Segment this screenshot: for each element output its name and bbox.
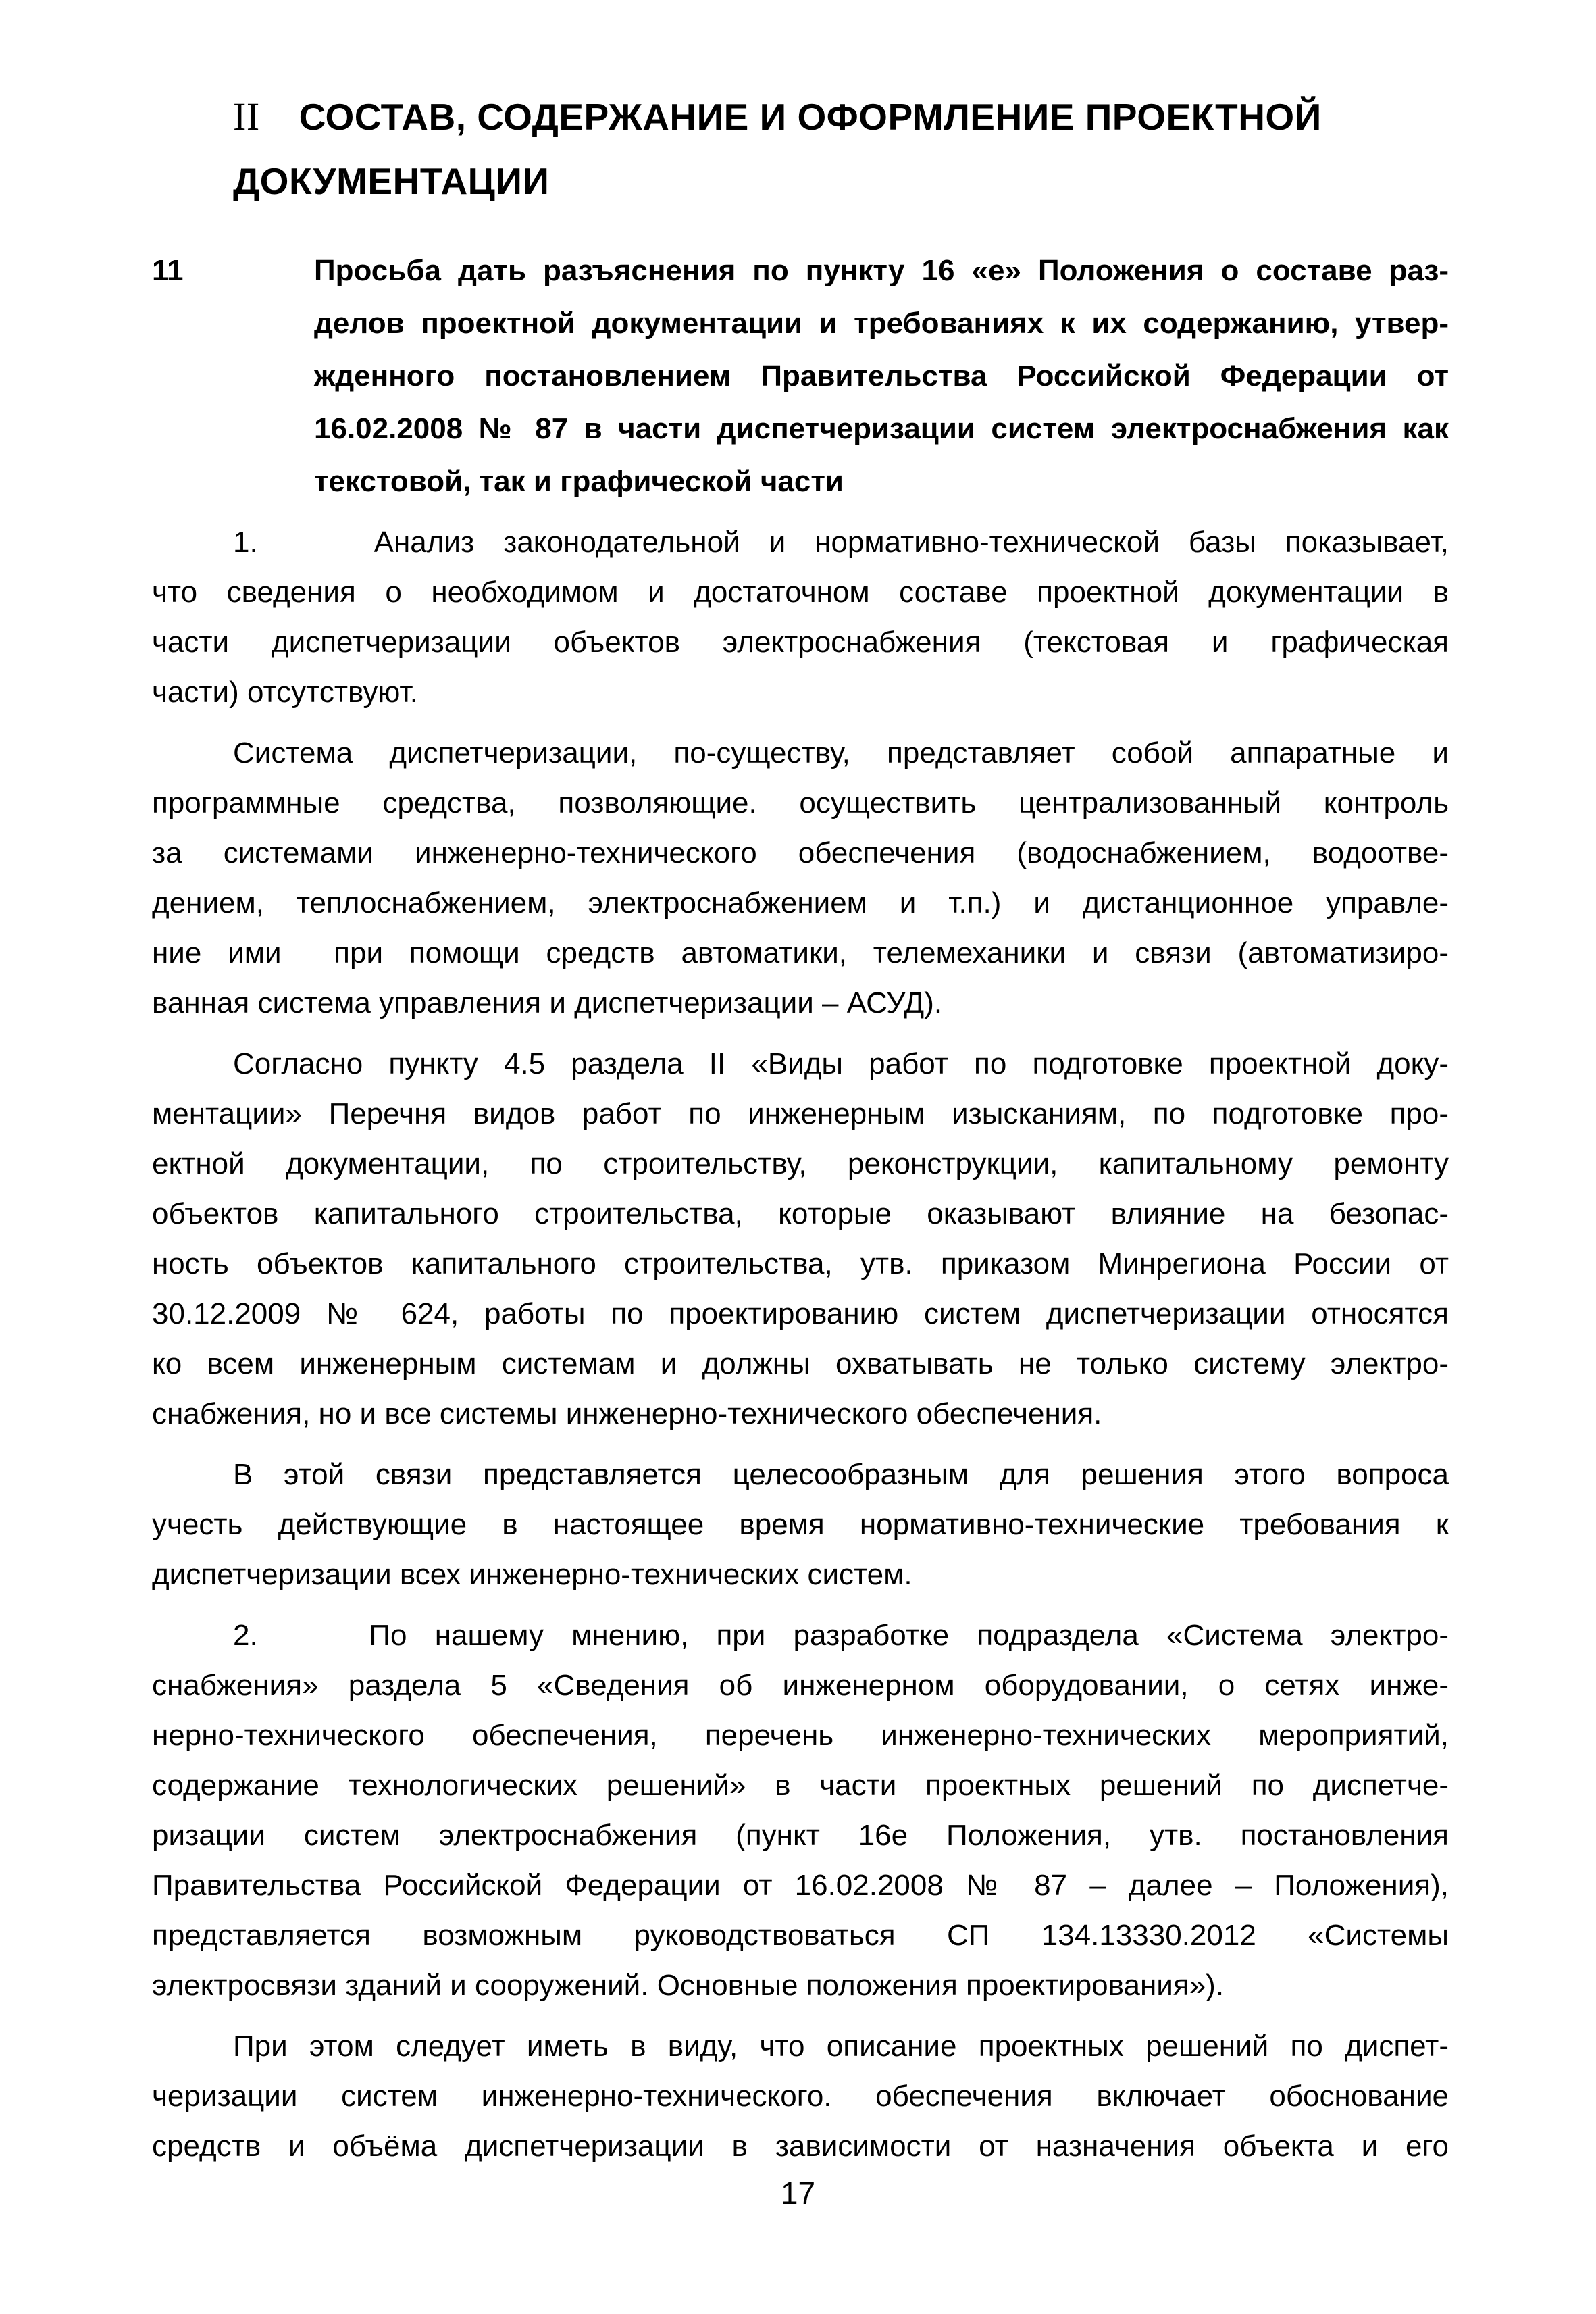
text-line: В этой связи представляется целесообразным для решения этого вопроса [233,1458,1449,1491]
text-line: части) отсутствуют. [152,676,418,709]
section-title-text: СОСТАВ, СОДЕРЖАНИЕ И ОФОРМЛЕНИЕ ПРОЕКТНОЙ [299,96,1322,138]
text-line: что сведения о необходимом и достаточном составе проектной документации в [152,576,1449,609]
text-line: диспетчеризации всех инженерно-технических систем. [152,1558,912,1591]
text-line: 1. Анализ законодательной и нормативно-технической базы показывает, [233,526,1449,559]
text-line: дением, теплоснабжением, электроснабжением и т.п.) и дистанционное управле- [152,886,1449,920]
text-line: ектной документации, по строительству, реконструкции, капитальному ремонту [152,1147,1449,1180]
question-11-heading [152,245,1449,508]
text-line: средств и объёма диспетчеризации в зависимости от назначения объекта и его [152,2130,1449,2163]
text-line: Система диспетчеризации, по-существу, представляет собой аппаратные и [233,736,1449,770]
para-1 [152,518,1449,718]
section-heading-line1 [233,84,1449,149]
page-number: 17 [780,2175,816,2211]
text-line: ментации» Перечня видов работ по инженерным изысканиям, по подготовке про- [152,1097,1449,1130]
text-line: ко всем инженерным системам и должны охватывать не только систему электро- [152,1347,1449,1380]
text-line: объектов капитального строительства, которые оказывают влияние на безопас- [152,1197,1449,1230]
text-line: 2. По нашему мнению, при разработке подраздела «Система электро- [233,1619,1449,1652]
text-line: за системами инженерно-технического обеспечения (водоснабжением, водоотве- [152,836,1449,870]
text-line: программные средства, позволяющие. осуществить централизованный контроль [152,786,1449,820]
text-line: 16.02.2008 № 87 в части диспетчеризации систем электроснабжения как [314,412,1449,445]
page-content [152,84,1449,2182]
text-line: Согласно пункту 4.5 раздела II «Виды работ по подготовке проектной доку- [233,1047,1449,1080]
text-line: нерно-технического обеспечения, перечень инженерно-технических мероприятий, [152,1719,1449,1752]
text-line: текстовой, так и графической части [314,465,844,498]
para-6 [152,2021,1449,2171]
text-line: снабжения, но и все системы инженерно-технического обеспечения. [152,1397,1102,1430]
para-2 [152,728,1449,1028]
section-numeral: II [233,95,260,139]
text-line: ризации систем электроснабжения (пункт 16е Положения, утв. постановления [152,1819,1449,1852]
text-line: электросвязи зданий и сооружений. Основные положения проектирования»). [152,1969,1225,2002]
text-line: При этом следует иметь в виду, что описание проектных решений по диспет- [233,2030,1449,2063]
text-line: части диспетчеризации объектов электроснабжения (текстовая и графическая [152,626,1449,659]
text-line: ванная система управления и диспетчеризации – АСУД). [152,986,943,1020]
para-4 [152,1450,1449,1600]
question-number: 11 [152,254,184,287]
text-line: снабжения» раздела 5 «Сведения об инженерном оборудовании, о сетях инже- [152,1669,1449,1702]
text-line: содержание технологических решений» в части проектных решений по диспетче- [152,1769,1449,1802]
text-line: 30.12.2009 № 624, работы по проектированию систем диспетчеризации относятся [152,1297,1449,1330]
section-heading-line2: ДОКУМЕНТАЦИИ [233,160,550,202]
text-line: делов проектной документации и требованиях к их содержанию, утвер- [314,307,1449,340]
text-line: представляется возможным руководствоваться СП 134.13330.2012 «Системы [152,1919,1449,1952]
text-line: черизации систем инженерно-технического. обеспечения включает обоснование [152,2080,1449,2113]
document-body [152,518,1449,2171]
para-3 [152,1039,1449,1439]
para-5 [152,1611,1449,2011]
text-line: ность объектов капитального строительства, утв. приказом Минрегиона России от [152,1247,1449,1280]
section-heading [152,84,1449,213]
text-line: учесть действующие в настоящее время нормативно-технические требования к [152,1508,1449,1541]
question-lines [314,245,1449,508]
text-line: Просьба дать разъяснения по пункту 16 «е» Положения о составе раз- [314,254,1449,287]
text-line: жденного постановлением Правительства Российской Федерации от [314,359,1449,393]
text-line: Правительства Российской Федерации от 16.02.2008 № 87 – далее – Положения), [152,1869,1449,1902]
text-line: ние ими при помощи средств автоматики, телемеханики и связи (автоматизиро- [152,936,1449,970]
